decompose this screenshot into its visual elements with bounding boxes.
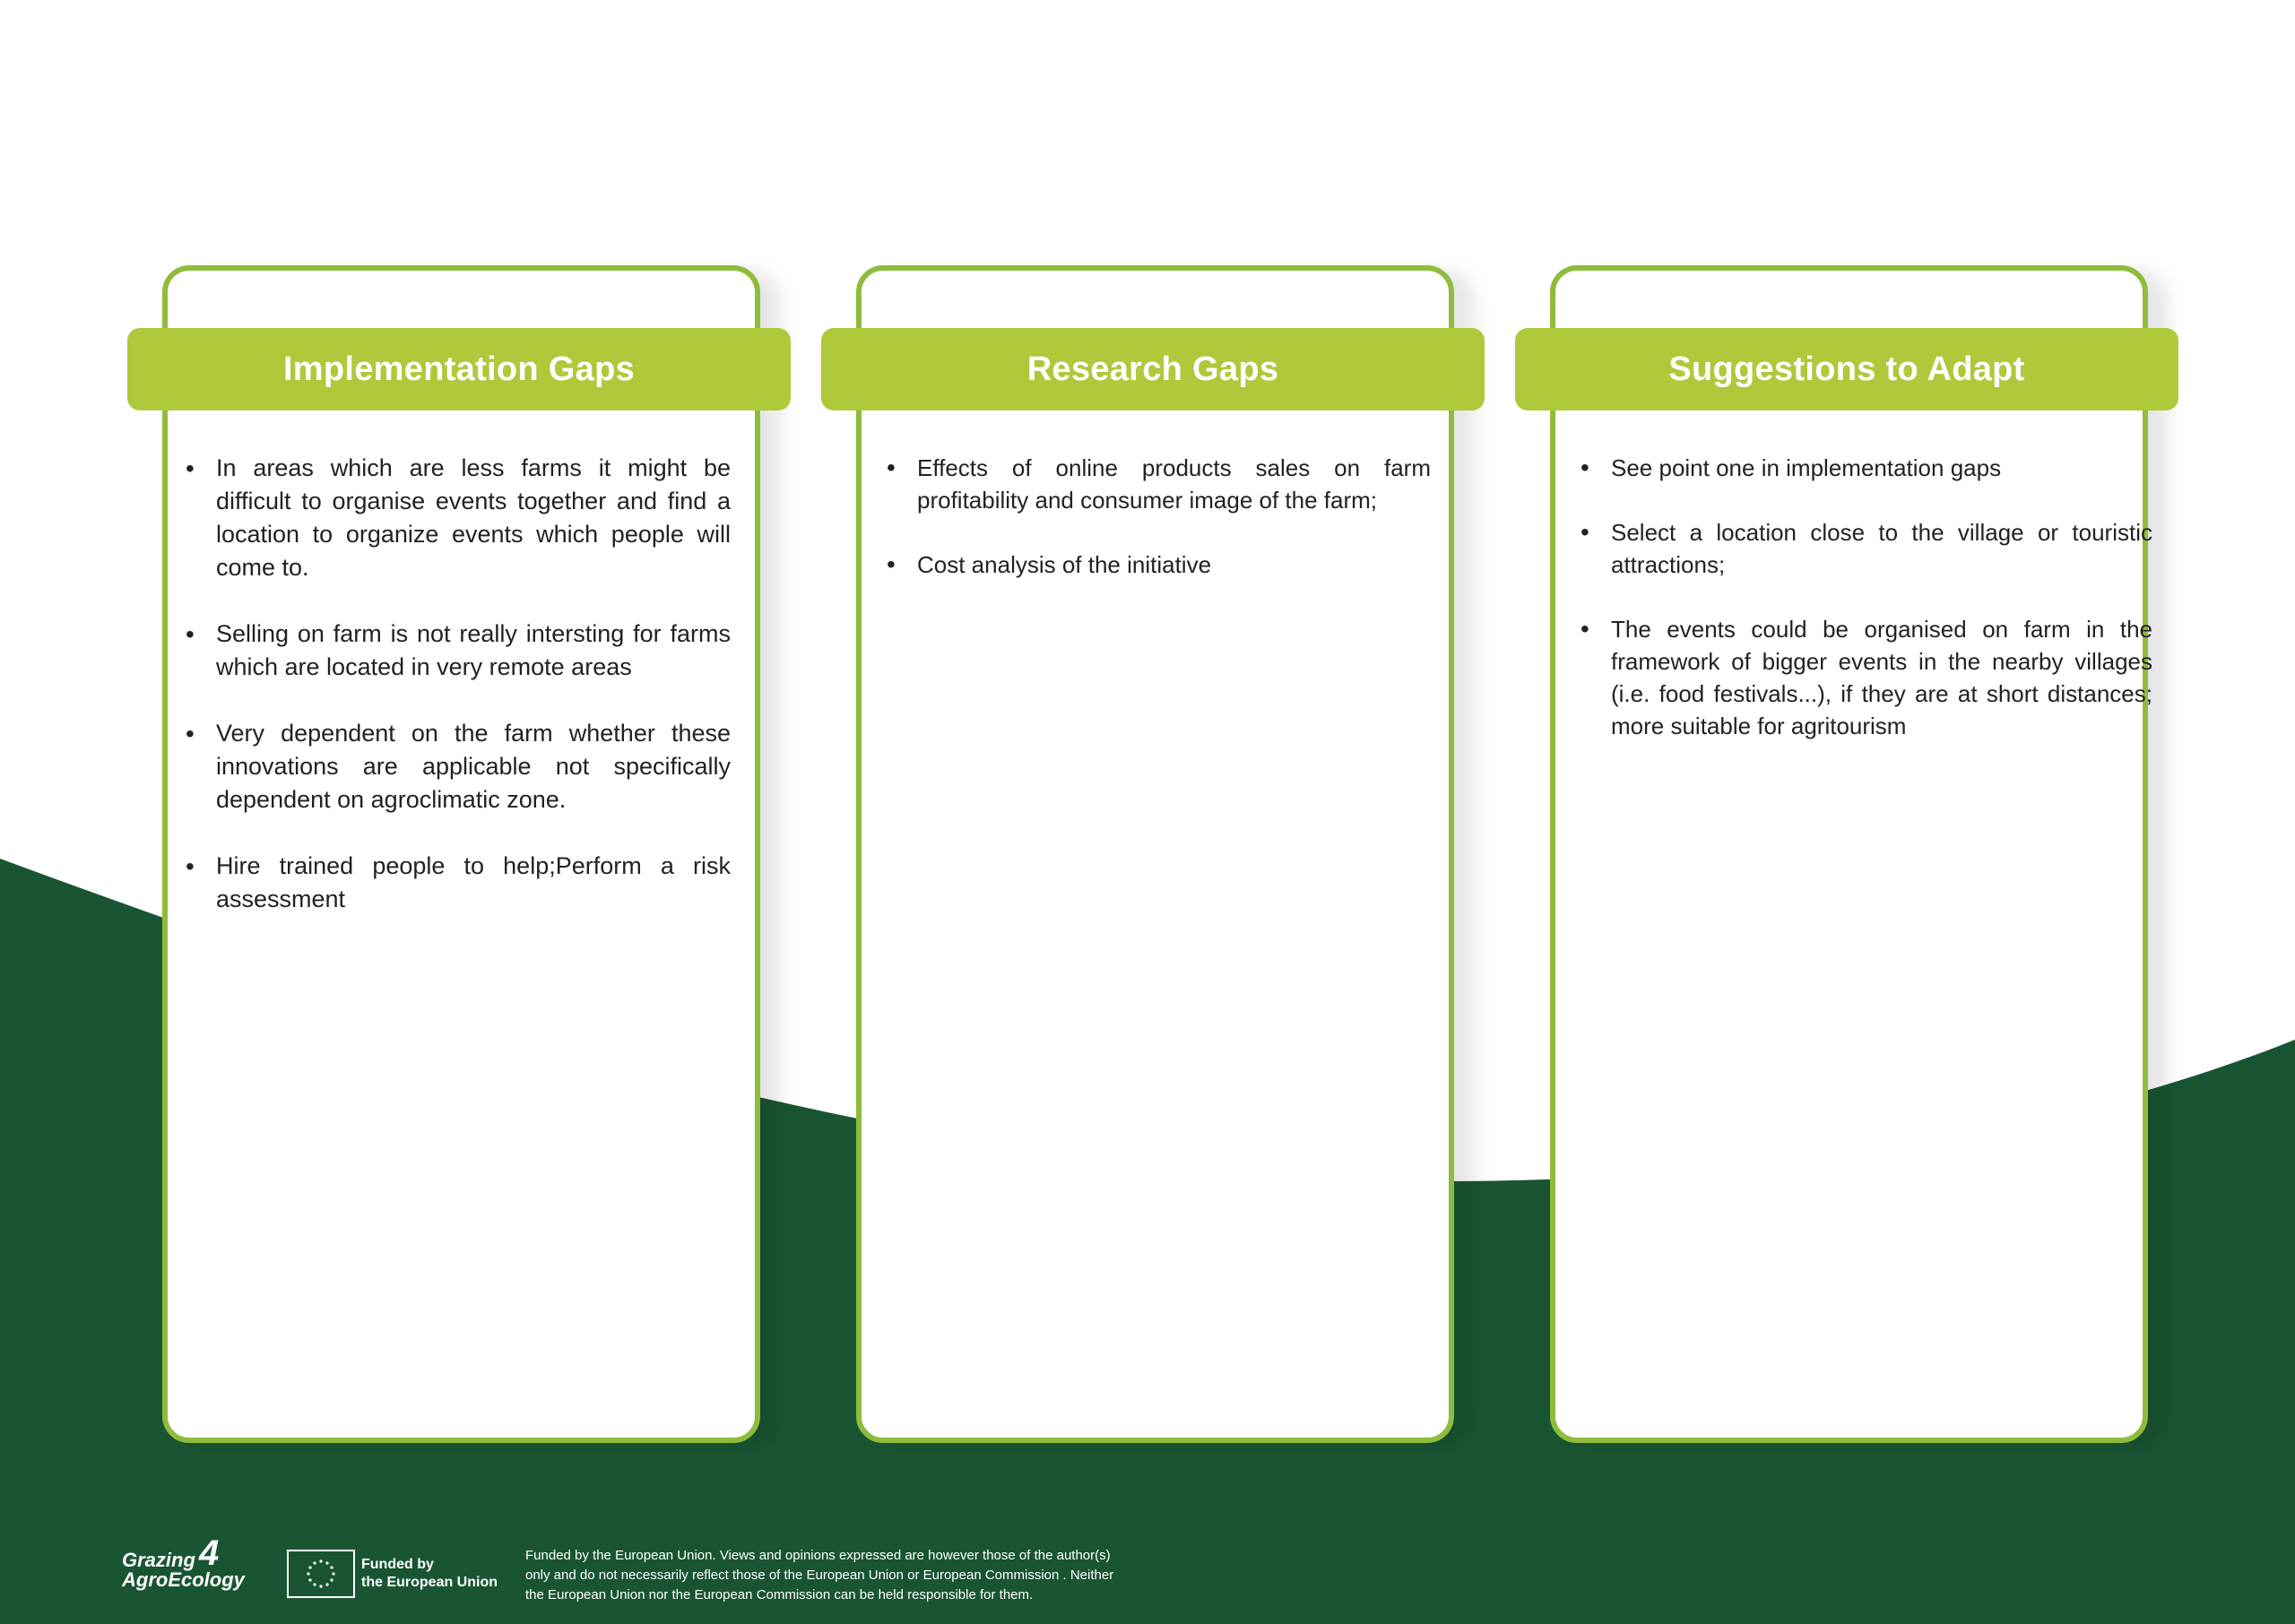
- disclaimer: [525, 1546, 1260, 1605]
- logo-line-2: AgroEcology: [122, 1568, 245, 1591]
- card-title-research-gaps: Research Gaps: [821, 328, 1485, 410]
- list-item: • In areas which are less farms it might be difficult to organise events together and find a location to organize events which people will come to.: [216, 452, 731, 584]
- card-suggestions-to-adapt: [1550, 265, 2148, 1443]
- list-item: • Cost analysis of the initiative: [917, 549, 1431, 581]
- list-item: • See point one in implementation gaps: [1611, 452, 2152, 484]
- logo-number: 4: [199, 1533, 220, 1573]
- eu-flag-icon: [287, 1550, 355, 1598]
- eu-label-line-2: the European Union: [361, 1575, 498, 1590]
- grazing4agroecology-logo: [122, 1533, 256, 1604]
- disclaimer-line: Funded by the European Union. Views and opinions expressed are however those of the author(s): [525, 1548, 1111, 1563]
- eu-label-line-1: Funded by: [361, 1557, 434, 1572]
- suggestions-list: [1581, 452, 2152, 774]
- card-research-gaps: [856, 265, 1454, 1443]
- list-item: • The events could be organised on farm in the framework of bigger events in the nearby villages (i.e. food festivals...), if they are at short distances; more suitable for agritourism: [1611, 613, 2152, 742]
- list-item: • Effects of online products sales on farm profitability and consumer image of the farm;: [917, 452, 1431, 516]
- eu-funding-label: [361, 1556, 498, 1592]
- list-item: • Hire trained people to help;Perform a risk assessment: [216, 850, 731, 916]
- footer: [0, 1524, 2295, 1624]
- list-item: • Very dependent on the farm whether these innovations are applicable not specifically dependent on agroclimatic zone.: [216, 717, 731, 816]
- research-gaps-list: [887, 452, 1431, 613]
- list-item: • Selling on farm is not really intersting for farms which are located in very remote areas: [216, 618, 731, 684]
- list-item: • Select a location close to the village or touristic attractions;: [1611, 516, 2152, 581]
- disclaimer-line: the European Union nor the European Commission can be held responsible for them.: [525, 1587, 1034, 1602]
- disclaimer-line: only and do not necessarily reflect those of the European Union or European Commission . Neither: [525, 1568, 1114, 1583]
- implementation-gaps-list: [186, 452, 731, 949]
- logo-line-1: Grazing: [122, 1549, 195, 1571]
- card-title-implementation-gaps: Implementation Gaps: [127, 328, 791, 410]
- card-title-suggestions-to-adapt: Suggestions to Adapt: [1515, 328, 2178, 410]
